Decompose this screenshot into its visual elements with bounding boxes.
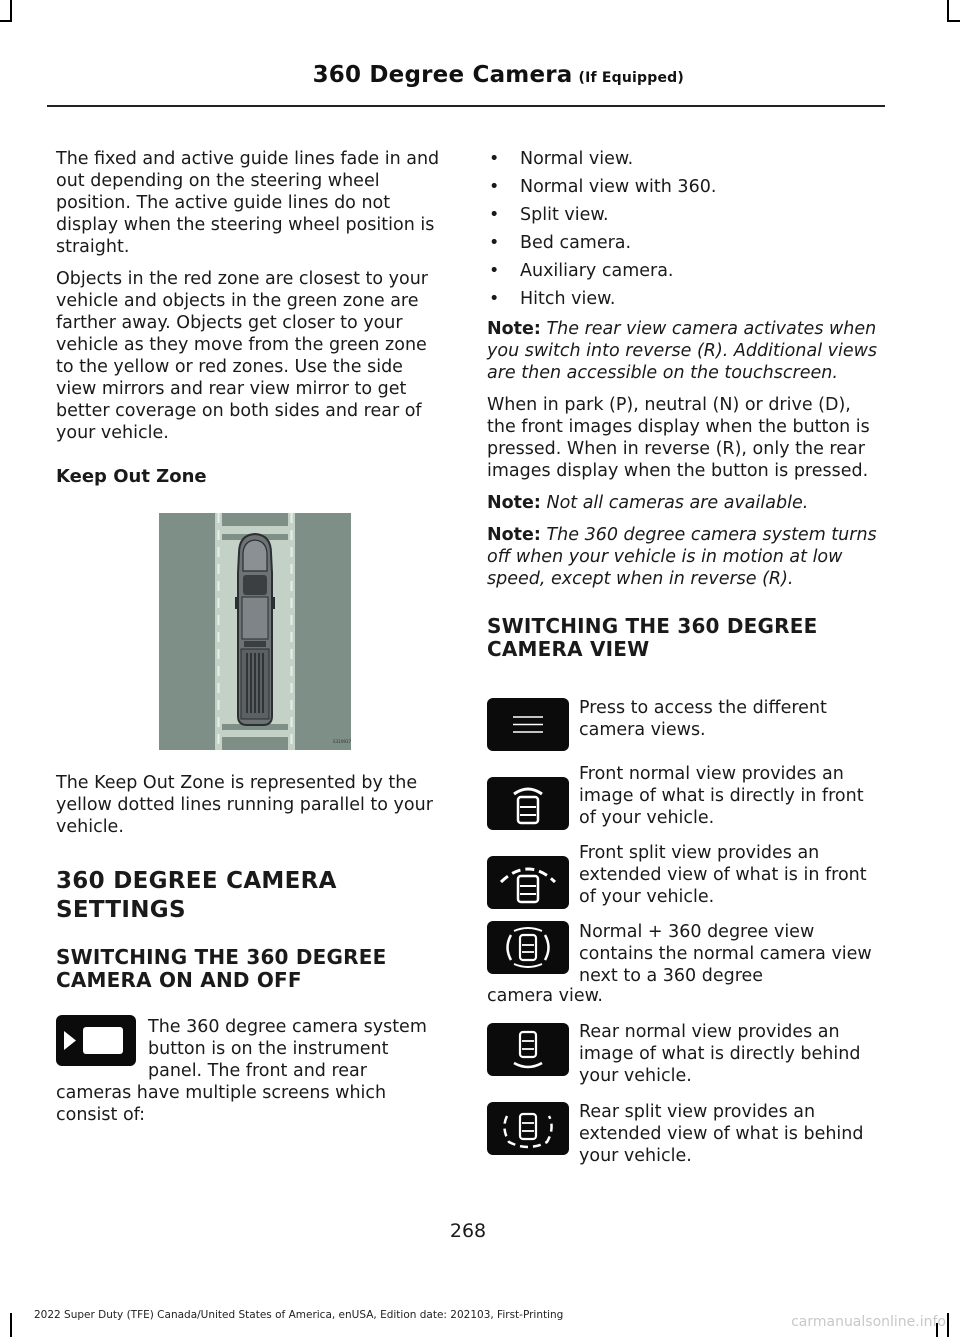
list-item: • Hitch view. bbox=[489, 289, 616, 309]
camera-button-text: The 360 degree camera system button is on the instrument panel. The front and rear bbox=[148, 1017, 427, 1081]
view-text-rear-normal: Rear normal view provides an image of what is directly behind your vehicle. bbox=[579, 1022, 861, 1086]
guide-lines-paragraph: The fixed and active guide lines fade in and out depending on the steering wheel position. The active guide lines do not display when the steering wheel position is straight. bbox=[56, 149, 440, 257]
park-paragraph: When in park (P), neutral (N) or drive (D), the front images display when the button is pressed. When in reverse (R), only the rear images display when the button is pressed. bbox=[487, 395, 870, 481]
view-text-normal-360: Normal + 360 degree view contains the normal camera view next to a 360 degree bbox=[579, 922, 872, 986]
page-title-subtitle: (If Equipped) bbox=[578, 70, 684, 86]
settings-heading-line2: SETTINGS bbox=[56, 897, 186, 923]
page-title-main: 360 Degree Camera bbox=[312, 62, 573, 88]
zones-paragraph: Objects in the red zone are closest to your vehicle and objects in the green zone are farther away. Objects get closer to your vehicle as they move from the green zone to the yellow or red zones. Use the side view mirrors and rear view mirror to get better coverage on both sides and rear of your vehicle. bbox=[56, 269, 428, 443]
list-item: • Normal view. bbox=[489, 149, 634, 169]
keep-out-zone-figure bbox=[159, 513, 351, 750]
view-text-front-normal: Front normal view provides an image of what is directly in front of your vehicle. bbox=[579, 764, 864, 828]
left-column bbox=[56, 148, 448, 488]
header-rule bbox=[47, 105, 885, 107]
page-number: 268 bbox=[449, 1220, 487, 1242]
switch-on-off-heading: SWITCHING THE 360 DEGREE CAMERA ON AND OFF bbox=[56, 945, 387, 992]
camera-button-text-cont: cameras have multiple screens which consist of: bbox=[56, 1083, 387, 1125]
crop-mark bbox=[10, 0, 12, 22]
menu-lines-icon bbox=[487, 698, 569, 751]
switch-view-heading: SWITCHING THE 360 DEGREE CAMERA VIEW bbox=[487, 614, 818, 661]
page-title bbox=[313, 62, 684, 88]
watermark: carmanualsonline.info bbox=[791, 1314, 946, 1330]
note-rear-camera: Note: The rear view camera activates when you switch into reverse (R). Additional views are then accessible on the touchscreen. bbox=[487, 319, 878, 383]
view-text-front-split: Front split view provides an extended view of what is in front of your vehicle. bbox=[579, 843, 867, 907]
crop-mark bbox=[0, 20, 12, 22]
list-item: • Bed camera. bbox=[489, 233, 632, 253]
camera-button-icon bbox=[56, 1015, 136, 1066]
note-system-off: Note: The 360 degree camera system turns off when your vehicle is in motion at low speed, except when in reverse (R). bbox=[487, 525, 877, 589]
right-column bbox=[487, 148, 882, 661]
front-split-view-icon bbox=[487, 856, 569, 909]
figure-id: E310917 bbox=[333, 739, 351, 744]
keep-out-text-block bbox=[56, 772, 448, 992]
list-item: • Split view. bbox=[489, 205, 609, 225]
crop-mark bbox=[10, 1313, 12, 1337]
list-item: • Auxiliary camera. bbox=[489, 261, 674, 281]
truck-top-view-illustration bbox=[159, 513, 351, 750]
note-cameras-available: Note: Not all cameras are available. bbox=[487, 493, 809, 513]
view-text-menu: Press to access the different camera views. bbox=[579, 698, 827, 740]
list-item: • Normal view with 360. bbox=[489, 177, 717, 197]
view-text-normal-360-cont: camera view. bbox=[487, 986, 603, 1006]
rear-normal-view-icon bbox=[487, 1023, 569, 1076]
normal-360-view-icon bbox=[487, 921, 569, 974]
view-text-rear-split: Rear split view provides an extended view of what is behind your vehicle. bbox=[579, 1102, 864, 1166]
footer-edition: 2022 Super Duty (TFE) Canada/United States of America, enUSA, Edition date: 202103, First-Printing bbox=[34, 1309, 564, 1321]
crop-mark bbox=[947, 1313, 949, 1337]
crop-mark bbox=[947, 20, 960, 22]
crop-mark bbox=[947, 0, 949, 22]
settings-heading-line1: 360 DEGREE CAMERA bbox=[56, 868, 337, 894]
front-normal-view-icon bbox=[487, 777, 569, 830]
keep-out-zone-heading: Keep Out Zone bbox=[56, 466, 207, 487]
keep-out-paragraph: The Keep Out Zone is represented by the yellow dotted lines running parallel to your vehicle. bbox=[56, 773, 433, 837]
rear-split-view-icon bbox=[487, 1102, 569, 1155]
